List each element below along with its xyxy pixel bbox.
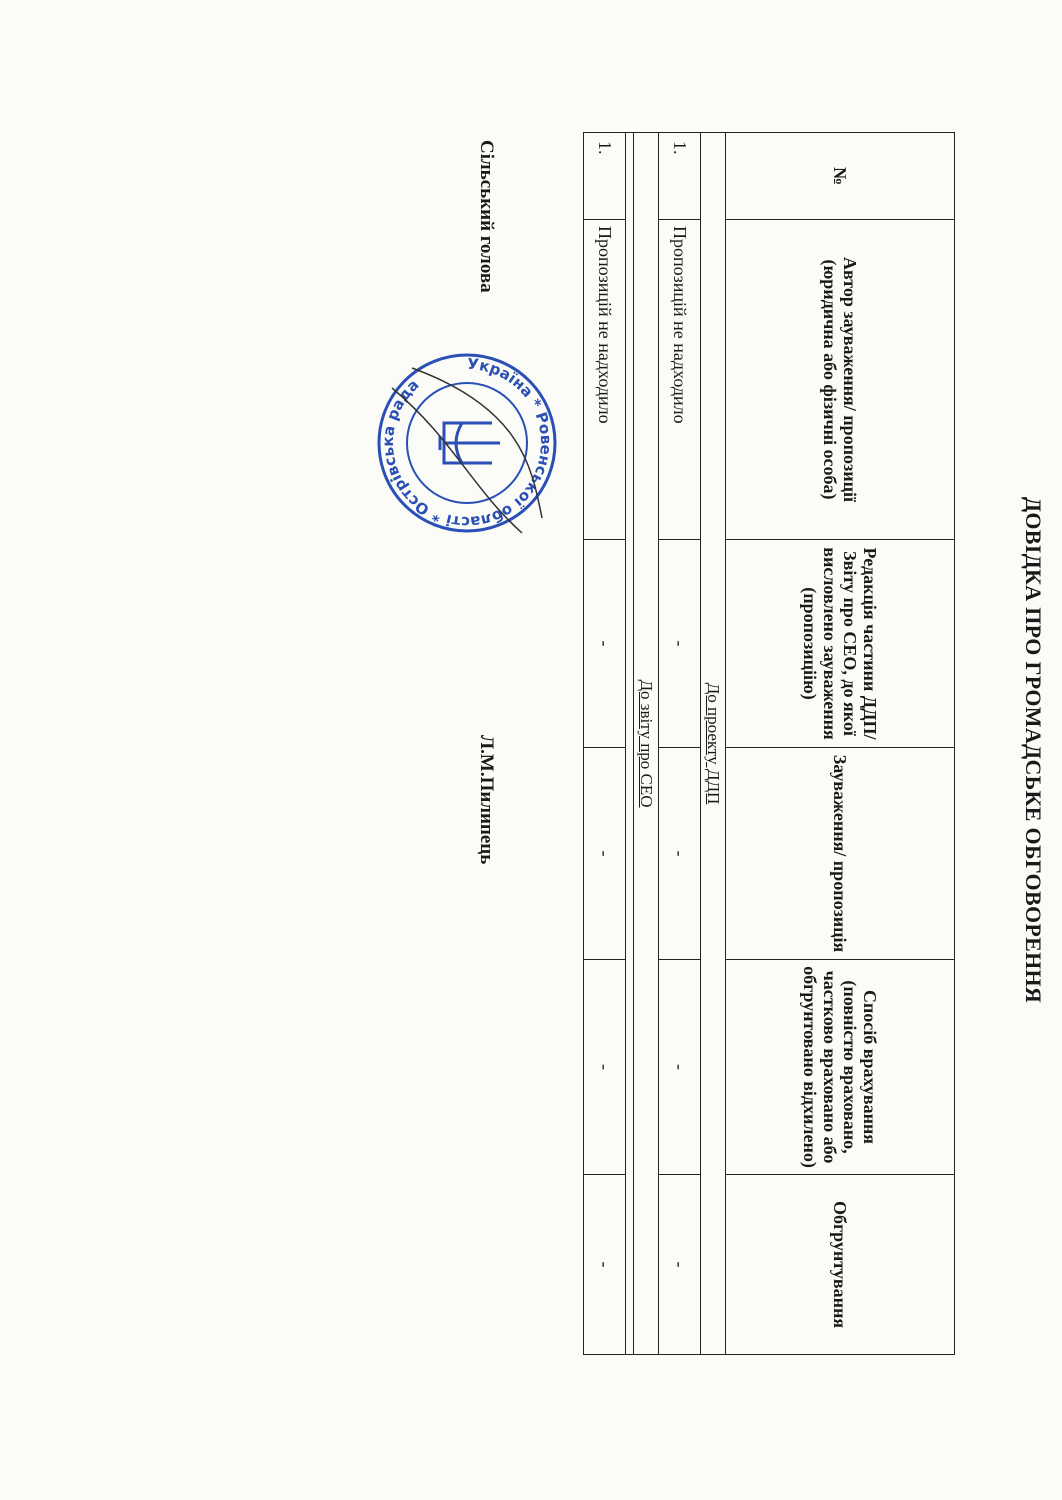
cell-remark: - [584, 748, 626, 960]
document-title: ДОВІДКА ПРО ГРОМАДСЬКЕ ОБГОВОРЕННЯ [1021, 496, 1046, 1004]
cell-basis: - [658, 1175, 700, 1355]
cell-method: - [584, 960, 626, 1175]
section-spacer [626, 133, 634, 1355]
comments-table [583, 132, 955, 1355]
header-edition: Редакція частини ДДП/ Звіту про СЕО, до якої висловлено зауваження (пропозиціію) [725, 540, 954, 748]
cell-author: Пропозицій не надходило [584, 220, 626, 540]
cell-remark: - [658, 748, 700, 960]
section-row-ddp [700, 133, 725, 1355]
cell-num: 1. [584, 133, 626, 220]
cell-edition: - [658, 540, 700, 748]
cell-author: Пропозицій не надходило [658, 220, 700, 540]
header-basis: Обгрунтування [725, 1175, 954, 1355]
table-row [658, 133, 700, 1355]
header-author: Автор зауваження/ пропозиції (юридична або фізичні особа) [725, 220, 954, 540]
cell-method: - [658, 960, 700, 1175]
official-seal [372, 348, 562, 538]
section-row-seo [633, 133, 658, 1355]
header-remark: Зауваження/ пропозиція [725, 748, 954, 960]
header-method: Спосіб врахування (повністю враховано, частково враховано або обгрунтовано відхилено) [725, 960, 954, 1175]
seal-text: Україна * Ровенської області * Острівська рада [378, 354, 556, 532]
table-row [584, 133, 626, 1355]
cell-edition: - [584, 540, 626, 748]
signatory-position: Сільський голова [476, 140, 497, 293]
signatory-name: Л.М.Пилипець [476, 735, 497, 865]
header-num: № [725, 133, 954, 220]
cell-basis: - [584, 1175, 626, 1355]
section-label-seo: До звіту про СЕО [633, 133, 658, 1355]
section-label-ddp: До проекту ДДП [700, 133, 725, 1355]
table-header-row [725, 133, 954, 1355]
trident-emblem-icon [440, 423, 500, 463]
cell-num: 1. [658, 133, 700, 220]
spacer-cell [626, 133, 634, 1355]
